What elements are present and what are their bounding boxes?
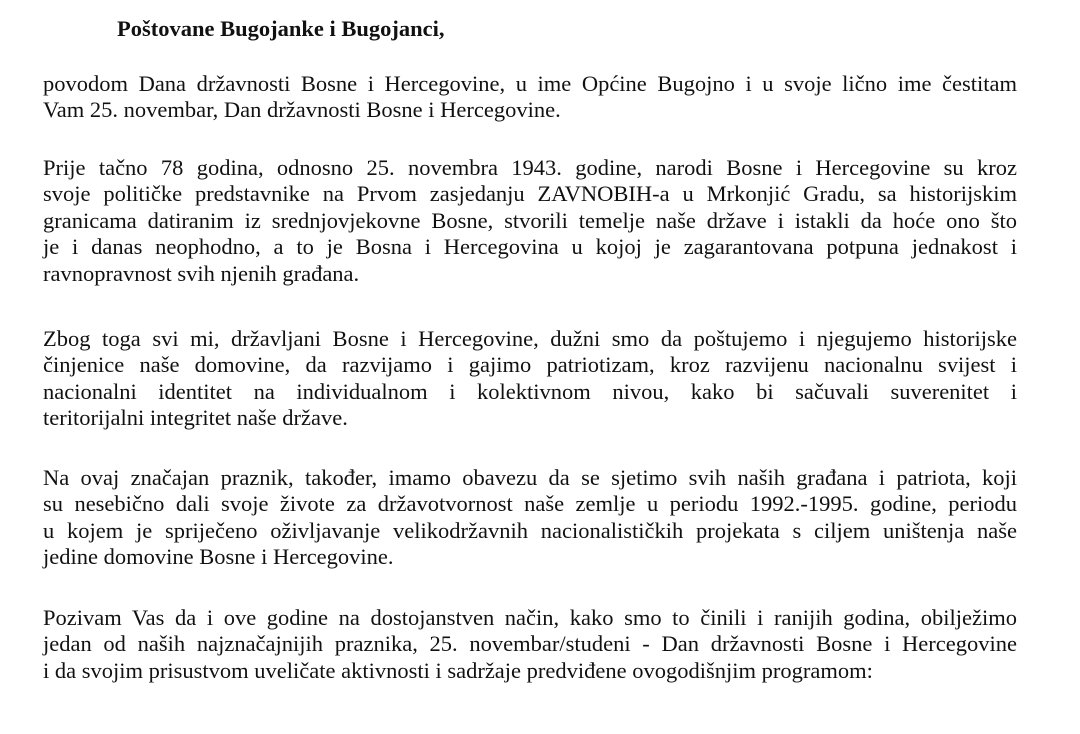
text-line: činjenice naše domovine, da razvijamo i gajimo patriotizam, kroz razvijenu nacionalnu svijest i [43,352,1017,378]
text-line: Prije tačno 78 godina, odnosno 25. novembra 1943. godine, narodi Bosne i Hercegovine su kroz [43,155,1017,180]
text-line: svoje političke predstavnike na Prvom zasjedanju ZAVNOBIH-a u Mrkonjić Gradu, sa historijskim [43,181,1017,207]
text-line: su nesebično dali svoje živote za državotvornost naše zemlje u periodu 1992.-1995. godine, periodu [43,491,1017,517]
letter-greeting: Poštovane Bugojanke i Bugojanci, [117,16,445,41]
paragraph-congratulations [43,71,1017,124]
text-line: jedine domovine Bosne i Hercegovine. [43,544,394,570]
text-line: povodom Dana državnosti Bosne i Hercegovine, u ime Općine Bugojno i u svoje lično ime čestitam [43,71,1017,96]
text-line: Pozivam Vas da i ove godine na dostojanstven način, kako smo to činili i ranijih godina, obilježimo [43,605,1017,630]
text-line: Vam 25. novembar, Dan državnosti Bosne i Hercegovine. [43,97,561,123]
text-line: jedan od naših najznačajnijih praznika, 25. novembar/studeni - Dan državnosti Bosne i Hercegovine [43,631,1017,657]
text-line: je i danas neophodno, a to je Bosna i Hercegovina u kojoj je zagarantovana potpuna jednakost i [43,234,1017,260]
text-line: i da svojim prisustvom uveličate aktivnosti i sadržaje predviđene ovogodišnjim programom: [43,657,873,683]
text-line: teritorijalni integritet naše države. [43,405,348,431]
text-line: Zbog toga svi mi, državljani Bosne i Hercegovine, dužni smo da poštujemo i njegujemo historijske [43,326,1017,351]
text-line: u kojem je spriječeno oživljavanje velikodržavnih nacionalističkih projekata s ciljem uništenja naše [43,517,1017,543]
paragraph-remembrance [43,465,1017,571]
text-line: Na ovaj značajan praznik, također, imamo obavezu da se sjetimo svih naših građana i patriota, koji [43,465,1017,490]
paragraph-history [43,155,1017,287]
text-line: nacionalni identitet na individualnom i kolektivnom nivou, kako bi sačuvali suverenitet i [43,378,1017,404]
paragraph-invitation [43,605,1017,684]
paragraph-duty [43,326,1017,432]
text-line: granicama datiranim iz srednjovjekovne Bosne, stvorili temelje naše države i istakli da hoće ono što [43,207,1017,233]
text-line: ravnopravnost svih njenih građana. [43,260,360,286]
